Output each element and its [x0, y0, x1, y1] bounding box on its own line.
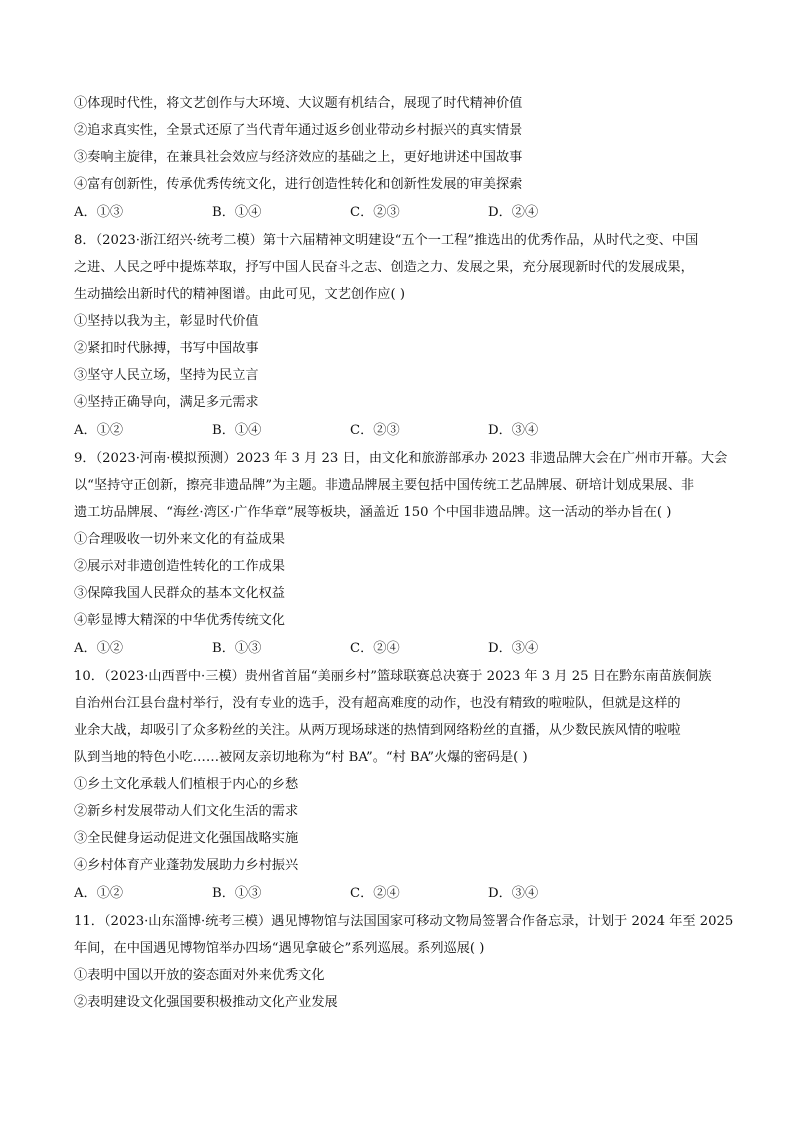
- q10-answer-choices: [74, 880, 724, 907]
- q8-answer-choices: [74, 417, 724, 444]
- choice-c: C．②④: [350, 641, 400, 656]
- q11-option-2: ②表明建设文化强国要积极推动文化产业发展: [74, 995, 338, 1010]
- choice-a: A．①③: [74, 205, 124, 220]
- q10-option-3: ③全民健身运动促进文化强国战略实施: [74, 831, 299, 846]
- q10-stem-line-4: 队到当地的特色小吃……被网友亲切地称为“村 BA”。“村 BA”火爆的密码是( ): [74, 750, 528, 765]
- choice-c: C．②③: [350, 423, 400, 438]
- q9-stem-line-1: 9．（2023·河南·模拟预测）2023 年 3 月 23 日，由文化和旅游部承办 2023 非遗品牌大会在广州市开幕。大会: [74, 451, 728, 466]
- choice-d: D．③④: [488, 886, 539, 901]
- q9-option-2: ②展示对非遗创造性转化的工作成果: [74, 559, 285, 574]
- choice-c: C．②③: [350, 205, 400, 220]
- q7-option-2: ②追求真实性，全景式还原了当代青年通过返乡创业带动乡村振兴的真实情景: [74, 123, 523, 138]
- choice-b: B．①③: [212, 886, 262, 901]
- q8-stem-line-3: 生动描绘出新时代的精神图谱。由此可见，文艺创作应( ): [74, 287, 405, 302]
- q7-option-1: ①体现时代性，将文艺创作与大环境、大议题有机结合，展现了时代精神价值: [74, 96, 523, 111]
- q8-option-2: ②紧扣时代脉搏，书写中国故事: [74, 341, 259, 356]
- choice-b: B．①③: [212, 641, 262, 656]
- choice-a: A．①②: [74, 641, 124, 656]
- q8-stem-line-1: 8．（2023·浙江绍兴·统考二模）第十六届精神文明建设“五个一工程”推选出的优秀作品，从时代之变、中国: [74, 233, 699, 248]
- choice-c: C．②④: [350, 886, 400, 901]
- q10-option-1: ①乡土文化承载人们植根于内心的乡愁: [74, 777, 299, 792]
- q9-option-3: ③保障我国人民群众的基本文化权益: [74, 586, 285, 601]
- q8-stem-line-2: 之进、人民之呼中提炼萃取，抒写中国人民奋斗之志、创造之力、发展之果，充分展现新时代的发展成果，: [74, 260, 694, 275]
- q9-option-1: ①合理吸收一切外来文化的有益成果: [74, 532, 285, 547]
- q8-option-4: ④坚持正确导向，满足多元需求: [74, 395, 259, 410]
- q7-option-4: ④富有创新性，传承优秀传统文化，进行创造性转化和创新性发展的审美探索: [74, 177, 523, 192]
- choice-b: B．①④: [212, 205, 262, 220]
- q10-stem-line-1: 10．（2023·山西晋中·三模）贵州省首届“美丽乡村”篮球联赛总决赛于 2023 年 3 月 25 日在黔东南苗族侗族: [74, 669, 712, 684]
- choice-d: D．③④: [488, 423, 539, 438]
- q10-option-4: ④乡村体育产业蓬勃发展助力乡村振兴: [74, 858, 299, 873]
- choice-d: D．③④: [488, 641, 539, 656]
- q11-stem-line-1: 11．（2023·山东淄博·统考三模）遇见博物馆与法国国家可移动文物局签署合作备忘录，计划于 2024 年至 2025: [74, 914, 734, 929]
- choice-d: D．②④: [488, 205, 539, 220]
- q10-stem-line-3: 业余大战，却吸引了众多粉丝的关注。从两万现场球迷的热情到网络粉丝的直播，从少数民族风情的啦啦: [74, 723, 681, 738]
- q10-stem-line-2: 自治州台江县台盘村举行，没有专业的选手，没有超高难度的动作，也没有精致的啦啦队，但就是这样的: [74, 696, 681, 711]
- q9-option-4: ④彰显博大精深的中华优秀传统文化: [74, 613, 285, 628]
- choice-b: B．①④: [212, 423, 262, 438]
- q11-stem-line-2: 年间，在中国遇见博物馆举办四场“遇见拿破仑”系列巡展。系列巡展( ): [74, 941, 485, 956]
- q10-option-2: ②新乡村发展带动人们文化生活的需求: [74, 804, 299, 819]
- q9-stem-line-3: 遗工坊品牌展、“海丝·湾区·广作华章”展等板块，涵盖近 150 个中国非遗品牌。这一活动的举办旨在( ): [74, 505, 672, 520]
- q11-option-1: ①表明中国以开放的姿态面对外来优秀文化: [74, 968, 325, 983]
- choice-a: A．①②: [74, 423, 124, 438]
- choice-a: A．①②: [74, 886, 124, 901]
- q8-option-1: ①坚持以我为主，彰显时代价值: [74, 314, 259, 329]
- q7-answer-choices: [74, 199, 724, 226]
- q8-option-3: ③坚守人民立场，坚持为民立言: [74, 368, 259, 383]
- q9-answer-choices: [74, 635, 724, 662]
- q9-stem-line-2: 以“坚持守正创新，擦亮非遗品牌”为主题。非遗品牌展主要包括中国传统工艺品牌展、研培计划成果展、非: [74, 478, 695, 493]
- q7-option-3: ③奏响主旋律，在兼具社会效应与经济效应的基础之上，更好地讲述中国故事: [74, 150, 523, 165]
